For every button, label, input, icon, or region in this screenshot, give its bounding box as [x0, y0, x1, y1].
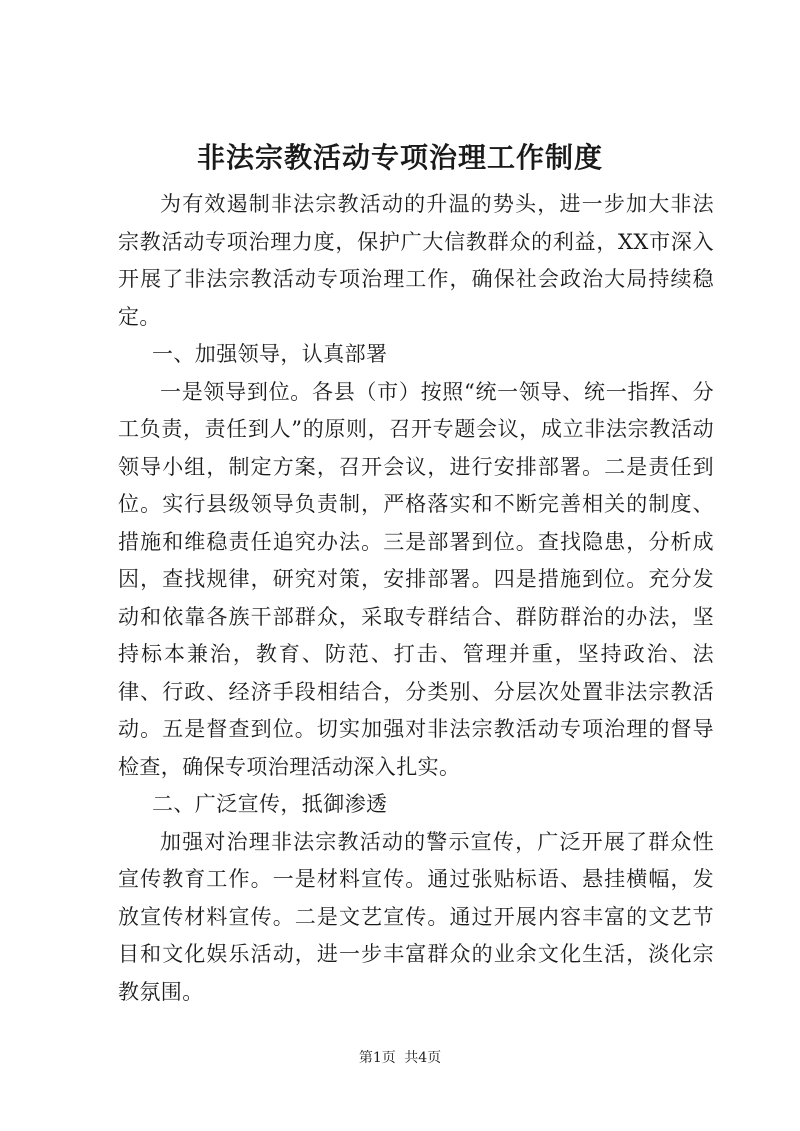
document-body	[118, 186, 714, 1011]
page-number: 第1页	[358, 1050, 396, 1066]
section-heading-2: 二、广泛宣传，抵御渗透	[152, 792, 388, 816]
document-title: 非法宗教活动专项治理工作制度	[196, 141, 603, 174]
section-heading-1: 一、加强领导，认真部署	[152, 342, 388, 366]
section-1-paragraph: 一是领导到位。各县（市）按照“统一领导、统一指挥、分工负责，责任到人”的原则，召开专题会议，成立非法宗教活动领导小组，制定方案，召开会议，进行安排部署。二是责任到位。实行县级领导负责制，严格落实和不断完善相关的制度、措施和维稳责任追究办法。三是部署到位。查找隐患，分析成因，查找规律，研究对策，安排部署。四是措施到位。充分发动和依靠各族干部群众，采取专群结合、群防群治的办法，坚持标本兼治，教育、防范、打击、管理并重，坚持政治、法律、行政、经济手段相结合，分类别、分层次处置非法宗教活动。五是督查到位。切实加强对非法宗教活动专项治理的督导检查，确保专项治理活动深入扎实。	[118, 379, 714, 779]
section-2-paragraph: 加强对治理非法宗教活动的警示宣传，广泛开展了群众性宣传教育工作。一是材料宣传。通过张贴标语、悬挂横幅，发放宣传材料宣传。二是文艺宣传。通过开展内容丰富的文艺节目和文化娱乐活动，进一步丰富群众的业余文化生活，淡化宗教氛围。	[118, 829, 714, 1004]
page-total: 共4页	[404, 1050, 442, 1066]
page-footer	[0, 1048, 800, 1068]
intro-paragraph: 为有效遏制非法宗教活动的升温的势头，进一步加大非法宗教活动专项治理力度，保护广大信教群众的利益，XX市深入开展了非法宗教活动专项治理工作，确保社会政治大局持续稳定。	[118, 192, 714, 329]
